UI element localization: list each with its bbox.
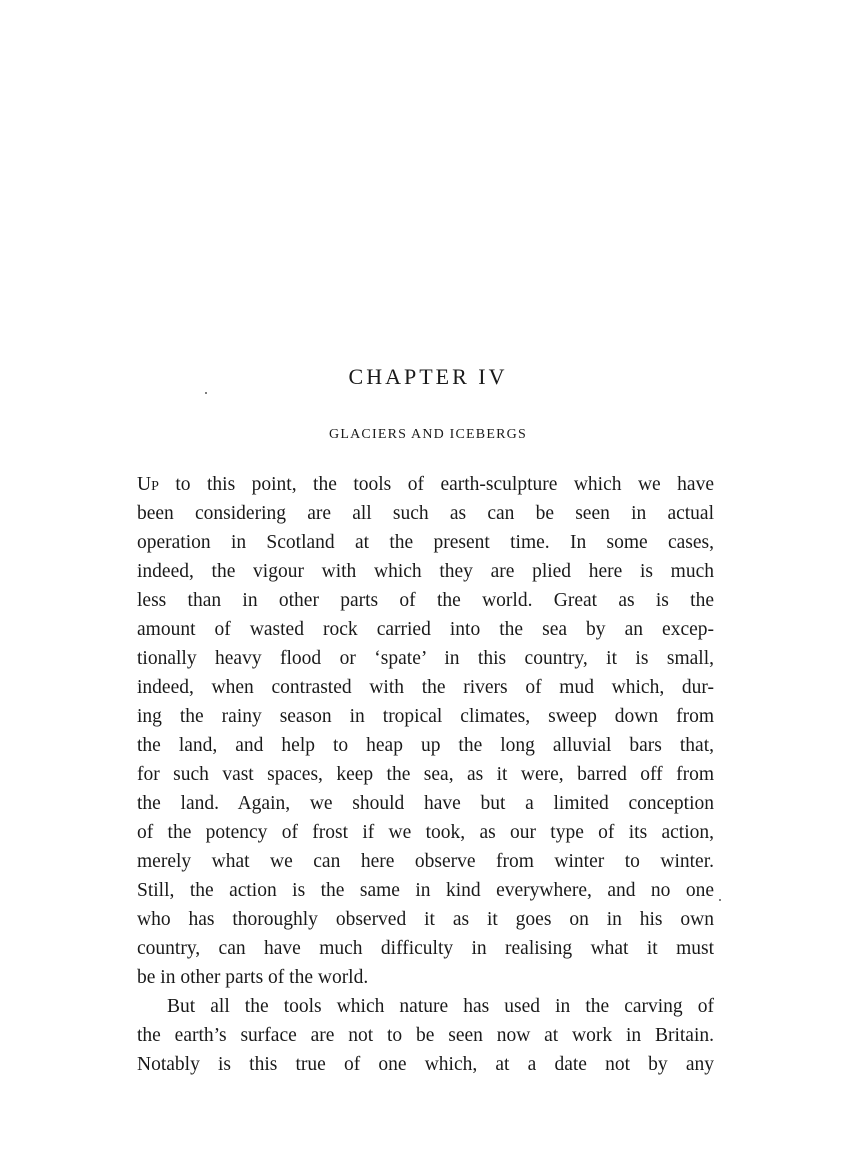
text-line: Notably is this true of one which, at a date not by any xyxy=(137,1054,714,1075)
text-line: tionally heavy flood or ‘spate’ in this country, it is small, xyxy=(137,648,714,669)
text-line: indeed, the vigour with which they are plied here is much xyxy=(137,561,714,582)
text-line: indeed, when contrasted with the rivers of mud which, dur- xyxy=(137,677,714,698)
text-line: ing the rainy season in tropical climates, sweep down from xyxy=(137,706,714,727)
text-line: country, can have much difficulty in realising what it must xyxy=(137,938,714,959)
body-text xyxy=(137,470,714,1079)
paragraph-1 xyxy=(137,470,714,992)
text-line: be in other parts of the world. xyxy=(137,967,369,988)
drop-word: Up xyxy=(137,474,159,495)
text-line: merely what we can here observe from winter to winter. xyxy=(137,851,714,872)
print-speck xyxy=(719,899,721,901)
chapter-subtitle: GLACIERS AND ICEBERGS xyxy=(329,427,527,442)
text-line: But all the tools which nature has used in the carving of xyxy=(167,996,714,1017)
text-line-content: to this point, the tools of earth-sculpture which we have xyxy=(158,474,714,495)
paragraph-2 xyxy=(137,992,714,1079)
chapter-title: CHAPTER IV xyxy=(348,364,508,389)
text-line: less than in other parts of the world. Great as is the xyxy=(137,590,714,611)
text-line: the earth’s surface are not to be seen now at work in Britain. xyxy=(137,1025,714,1046)
text-line: been considering are all such as can be seen in actual xyxy=(137,503,714,524)
text-line: amount of wasted rock carried into the sea by an excep- xyxy=(137,619,714,640)
text-line: the land, and help to heap up the long alluvial bars that, xyxy=(137,735,714,756)
print-speck xyxy=(205,392,207,394)
text-line xyxy=(137,470,714,499)
text-line: of the potency of frost if we took, as our type of its action, xyxy=(137,822,714,843)
text-line: Still, the action is the same in kind everywhere, and no one xyxy=(137,880,714,901)
text-line: operation in Scotland at the present time. In some cases, xyxy=(137,532,714,553)
text-line: who has thoroughly observed it as it goes on in his own xyxy=(137,909,714,930)
text-line: the land. Again, we should have but a limited conception xyxy=(137,793,714,814)
text-line: for such vast spaces, keep the sea, as it were, barred off from xyxy=(137,764,714,785)
